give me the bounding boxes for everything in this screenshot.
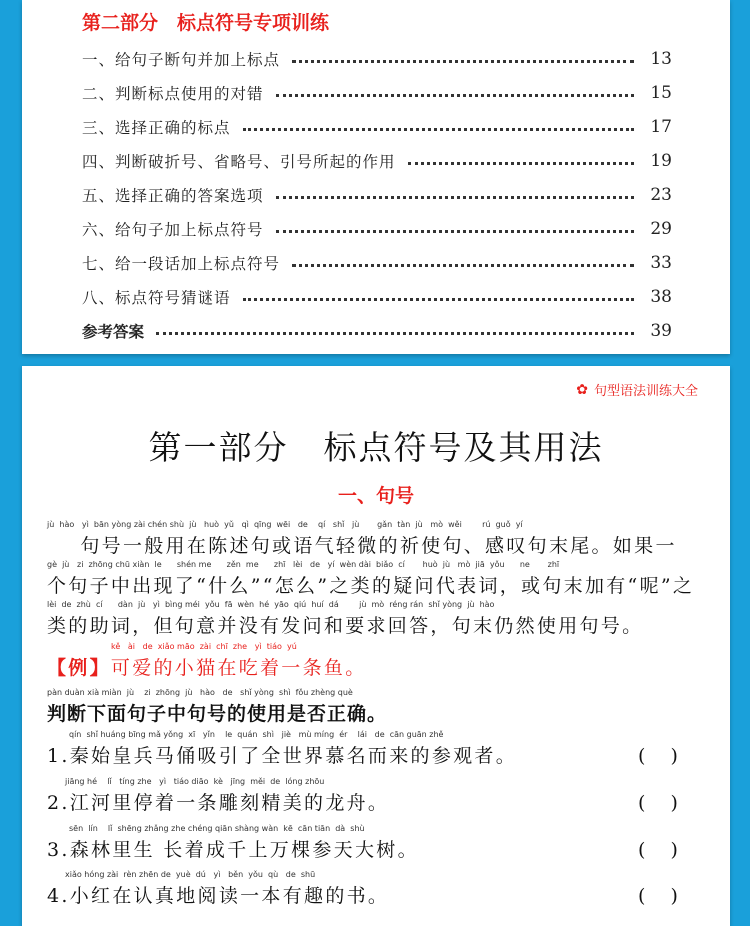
toc-entry[interactable] [82,183,672,207]
series-tag-text: 句型语法训练大全 [593,384,698,399]
pinyin-annotation: pàn duàn xià miàn jù zi zhōng jù hào de shǐ yòng shì fǒu zhèng què [47,688,353,697]
toc-entry[interactable] [82,81,672,105]
question-item [47,730,517,768]
toc-entry-page: 23 [650,185,672,205]
toc-entry-title: 参考答案 [82,323,145,341]
toc-entry-title: 五、选择正确的答案选项 [82,187,264,205]
toc-entry[interactable] [82,115,672,139]
toc-leader-dots [156,332,634,335]
toc-entry-page: 13 [650,49,672,69]
answer-blank[interactable]: ( ) [638,885,678,907]
toc-entry-page: 15 [650,83,672,103]
instruction-line [47,688,387,726]
question-item [47,824,419,862]
question-item [47,870,389,908]
pinyin-annotation: gè jù zi zhōng chū xiàn le shén me zěn me zhī lèi de yí wèn dài biǎo cí huò jù mò jiā yǒu ne zhī [47,560,560,569]
toc-entry-title: 六、给句子加上标点符号 [82,221,264,239]
toc-entry-title: 八、标点符号猜谜语 [82,289,231,307]
toc-entry-answers[interactable] [82,319,672,343]
paragraph-text: 句号一般用在陈述句或语气轻微的祈使句、感叹句末尾。如果一 [47,535,677,557]
example-tag: 【例】 [47,657,111,679]
answer-blank[interactable]: ( ) [638,792,678,814]
pinyin-annotation: jiāng hé lǐ tíng zhe yì tiáo diāo kè jīng měi de lóng zhōu [65,777,325,786]
flower-icon: ✿ [576,381,588,398]
toc-page [22,0,730,354]
toc-leader-dots [243,128,634,131]
toc-entry-title: 三、选择正确的标点 [82,119,231,137]
lesson-page [22,366,730,926]
toc-entry[interactable] [82,285,672,309]
toc-entry[interactable] [82,47,672,71]
toc-entry[interactable] [82,217,672,241]
toc-entry-page: 17 [650,117,672,137]
example-text: 可爱的小猫在吃着一条鱼。 [110,657,367,679]
question-text: 4.小红在认真地阅读一本有趣的书。 [47,885,390,907]
question-text: 1.秦始皇兵马俑吸引了全世界慕名而来的参观者。 [47,745,518,767]
question-item [47,777,389,815]
pinyin-annotation: sēn lín lǐ shēng zhǎng zhe chéng qiān shàng wàn kē cān tiān dà shù [69,824,365,833]
instruction-text: 判断下面句子中句号的使用是否正确。 [47,703,388,725]
section-title: 一、句号 [337,485,414,507]
toc-entry-title: 七、给一段话加上标点符号 [82,255,281,273]
question-text: 2.江河里停着一条雕刻精美的龙舟。 [47,792,390,814]
toc-entry-page: 39 [650,321,672,341]
pinyin-annotation: xiǎo hóng zài rèn zhēn de yuè dú yì běn yǒu qù de shū [65,870,316,879]
toc-entry-page: 29 [650,219,672,239]
part-title: 第一部分 标点符号及其用法 [148,428,604,467]
toc-entry-title: 四、判断破折号、省略号、引号所起的作用 [82,153,396,171]
series-tag [576,380,698,399]
pinyin-annotation: lèi de zhù cí dàn jù yì bìng méi yǒu fā wèn hé yāo qiú huí dá jù mò réng rán shǐ yòng jù hào [47,600,495,609]
question-text: 3.森林里生 长着成千上万棵参天大树。 [47,839,419,861]
toc-leader-dots [276,196,634,199]
toc-leader-dots [408,162,634,165]
toc-entry-title: 一、给句子断句并加上标点 [82,51,281,69]
toc-entry-page: 33 [650,253,672,273]
pinyin-annotation: jù hào yì bān yòng zài chén shù jù huò yǔ qì qīng wēi de qí shǐ jù gǎn tàn jù mò wěi rú guǒ yí [47,520,523,529]
example-line [47,642,367,680]
paragraph-line [47,520,677,558]
toc-entry-page: 38 [650,287,672,307]
toc-entry[interactable] [82,149,672,173]
toc-leader-dots [276,230,634,233]
toc-leader-dots [243,298,634,301]
toc-heading: 第二部分 标点符号专项训练 [82,12,330,34]
toc-entry-page: 19 [650,151,672,171]
paragraph-text: 类的助词，但句意并没有发问和要求回答，句末仍然使用句号。 [47,615,644,637]
toc-leader-dots [292,264,634,267]
toc-entry-title: 二、判断标点使用的对错 [82,85,264,103]
answer-blank[interactable]: ( ) [638,839,678,861]
paragraph-text: 个句子中出现了“什么”“怎么”之类的疑问代表词，或句末加有“呢”之 [47,575,695,597]
paragraph-line [47,560,694,598]
paragraph-line [47,600,643,638]
answer-blank[interactable]: ( ) [638,745,678,767]
toc-leader-dots [292,60,634,63]
toc-leader-dots [276,94,634,97]
toc-entry[interactable] [82,251,672,275]
pinyin-annotation: kě ài de xiǎo māo zài chī zhe yì tiáo yú [111,642,297,651]
pinyin-annotation: qín shǐ huáng bīng mǎ yǒng xī yǐn le quán shì jiè mù míng ér lái de cān guān zhě [69,730,444,739]
